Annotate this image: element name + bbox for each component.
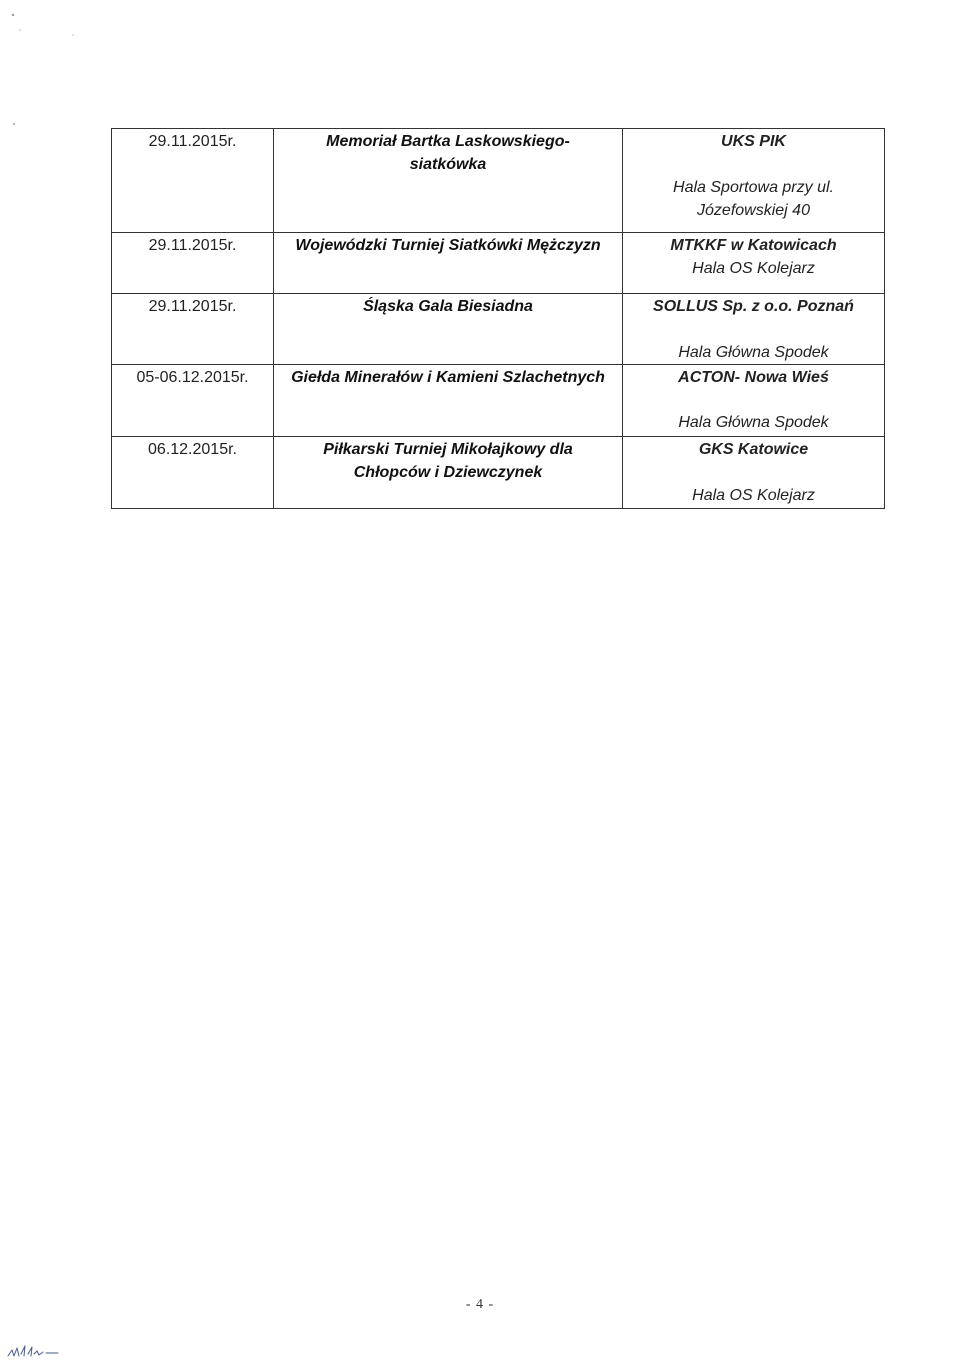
table-row	[112, 365, 885, 437]
event-cell	[274, 129, 623, 233]
venue-name: Hala Główna Spodek	[678, 414, 829, 431]
event-date: 29.11.2015r.	[148, 237, 237, 254]
venue-name: Hala OS Kolejarz	[692, 260, 815, 277]
event-name: Wojewódzki Turniej Siatkówki Mężczyzn	[295, 237, 601, 254]
event-cell	[274, 437, 623, 509]
event-cell	[274, 294, 623, 365]
page-number: - 4 -	[465, 1297, 495, 1312]
event-date: 29.11.2015r.	[148, 133, 237, 150]
organizer-cell	[623, 294, 885, 365]
handwritten-signature	[6, 1342, 66, 1362]
event-name: Śląska Gala Biesiadna	[363, 298, 533, 315]
venue-name: Hala OS Kolejarz	[692, 487, 815, 504]
venue-name: Hala Główna Spodek	[678, 344, 829, 361]
table-row	[112, 294, 885, 365]
date-cell	[112, 437, 274, 509]
organizer-name: SOLLUS Sp. z o.o. Poznań	[653, 298, 854, 315]
event-name: Memoriał Bartka Laskowskiego-siatkówka	[326, 133, 570, 173]
date-cell	[112, 365, 274, 437]
scan-specks	[0, 0, 120, 140]
date-cell	[112, 129, 274, 233]
organizer-name: MTKKF w Katowicach	[670, 237, 837, 254]
venue-name: Hala Sportowa przy ul. Józefowskiej 40	[673, 179, 834, 219]
event-name: Giełda Minerałów i Kamieni Szlachetnych	[291, 369, 605, 386]
organizer-cell	[623, 233, 885, 294]
date-cell	[112, 294, 274, 365]
table-row	[112, 233, 885, 294]
event-cell	[274, 233, 623, 294]
event-date: 06.12.2015r.	[148, 441, 237, 458]
organizer-cell	[623, 365, 885, 437]
event-name: Piłkarski Turniej Mikołajkowy dla Chłopców i Dziewczynek	[323, 441, 573, 481]
event-cell	[274, 365, 623, 437]
organizer-cell	[623, 437, 885, 509]
events-table	[111, 128, 885, 509]
date-cell	[112, 233, 274, 294]
organizer-cell	[623, 129, 885, 233]
table-row	[112, 437, 885, 509]
organizer-name: UKS PIK	[721, 133, 786, 150]
organizer-name: ACTON- Nowa Wieś	[678, 369, 829, 386]
event-date: 05-06.12.2015r.	[136, 369, 249, 386]
table-row	[112, 129, 885, 233]
organizer-name: GKS Katowice	[698, 441, 809, 458]
event-date: 29.11.2015r.	[148, 298, 237, 315]
